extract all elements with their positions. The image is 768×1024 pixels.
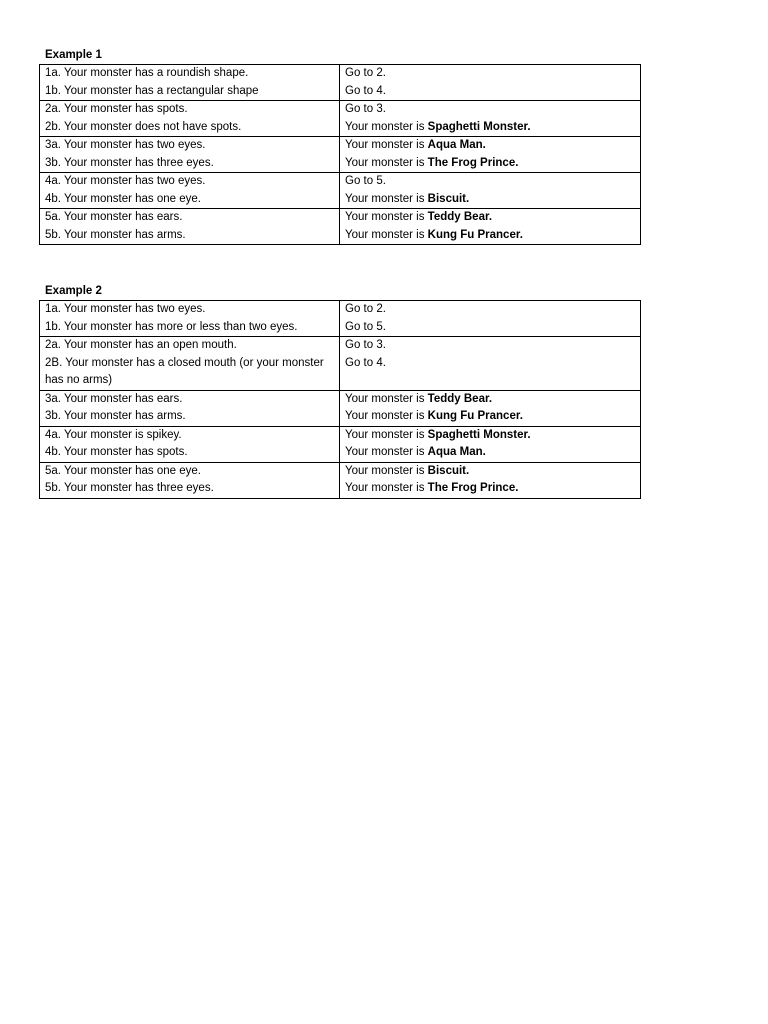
result-a-text — [345, 137, 635, 155]
result-prefix: Go to 4. — [345, 356, 386, 369]
example-2-title: Example 2 — [45, 285, 102, 297]
result-cell — [340, 209, 641, 245]
result-cell — [340, 462, 641, 498]
table-row — [40, 209, 641, 245]
result-prefix: Your monster is — [345, 392, 428, 405]
result-a-text — [345, 209, 635, 227]
result-a-text — [345, 101, 635, 119]
option-b-text: 5b. Your monster has three eyes. — [45, 482, 214, 494]
table-row — [40, 65, 641, 101]
result-prefix: Go to 5. — [345, 320, 386, 333]
result-prefix: Your monster is — [345, 192, 428, 205]
result-prefix: Your monster is — [345, 211, 428, 223]
result-a-text — [345, 337, 635, 355]
table-row — [40, 101, 641, 137]
result-prefix: Your monster is — [345, 410, 428, 422]
result-prefix: Go to 2. — [345, 303, 386, 315]
result-a-text — [345, 427, 635, 445]
question-cell — [40, 137, 340, 173]
table-row — [40, 390, 641, 426]
monster-name: Teddy Bear. — [427, 392, 493, 405]
table-row — [40, 137, 641, 173]
result-cell — [340, 173, 641, 209]
option-b-text: 4b. Your monster has one eye. — [45, 192, 201, 205]
table-row — [40, 462, 641, 498]
result-cell — [340, 301, 641, 337]
result-prefix: Your monster is — [345, 228, 428, 241]
example-2-section — [39, 282, 640, 499]
result-cell — [340, 390, 641, 426]
result-prefix: Your monster is — [345, 139, 428, 151]
result-a-text — [345, 173, 635, 191]
result-a-text — [345, 391, 635, 409]
monster-name: The Frog Prince. — [427, 482, 519, 494]
question-cell — [40, 390, 340, 426]
table-row — [40, 301, 641, 337]
option-b-text: 3b. Your monster has arms. — [45, 410, 186, 422]
result-cell — [340, 137, 641, 173]
result-cell — [340, 426, 641, 462]
option-a-text: 2a. Your monster has spots. — [45, 103, 188, 115]
option-b-text: 4b. Your monster has spots. — [45, 446, 188, 458]
option-a-text: 5a. Your monster has one eye. — [45, 464, 201, 477]
result-b-text — [345, 408, 635, 426]
question-cell — [40, 209, 340, 245]
question-cell — [40, 101, 340, 137]
monster-name: Kung Fu Prancer. — [427, 410, 523, 422]
question-cell — [40, 65, 340, 101]
result-prefix: Go to 5. — [345, 175, 386, 187]
result-prefix: Go to 2. — [345, 67, 386, 79]
result-a-text — [345, 65, 635, 83]
result-prefix: Go to 3. — [345, 103, 386, 115]
result-a-text — [345, 301, 635, 319]
option-a-text: 2a. Your monster has an open mouth. — [45, 339, 237, 351]
table-row — [40, 173, 641, 209]
result-cell — [340, 337, 641, 391]
result-prefix: Go to 4. — [345, 84, 386, 97]
monster-name: Biscuit. — [427, 464, 470, 477]
result-cell — [340, 65, 641, 101]
monster-name: Aqua Man. — [427, 446, 486, 458]
monster-name: The Frog Prince. — [427, 156, 519, 169]
result-b-text — [345, 480, 635, 498]
example-2-key-table — [39, 300, 641, 499]
question-cell — [40, 337, 340, 391]
result-b-text — [345, 355, 635, 373]
option-a-text: 1a. Your monster has two eyes. — [45, 303, 206, 315]
result-prefix: Go to 3. — [345, 339, 386, 351]
table-row — [40, 426, 641, 462]
monster-name: Teddy Bear. — [427, 211, 493, 223]
result-prefix: Your monster is — [345, 428, 428, 441]
option-b-text: 2B. Your monster has a closed mouth (or your monster has no arms) — [45, 356, 324, 386]
result-prefix: Your monster is — [345, 156, 428, 169]
example-1-title: Example 1 — [45, 49, 102, 61]
result-prefix: Your monster is — [345, 464, 428, 477]
result-prefix: Your monster is — [345, 446, 428, 458]
monster-name: Biscuit. — [427, 192, 470, 205]
option-a-text: 4a. Your monster has two eyes. — [45, 175, 206, 187]
monster-name: Spaghetti Monster. — [427, 120, 531, 133]
option-a-text: 5a. Your monster has ears. — [45, 211, 183, 223]
result-b-text — [345, 444, 635, 462]
option-b-text: 3b. Your monster has three eyes. — [45, 156, 214, 169]
result-b-text — [345, 191, 635, 209]
result-b-text — [345, 155, 635, 173]
option-a-text: 4a. Your monster is spikey. — [45, 428, 182, 441]
result-prefix: Your monster is — [345, 482, 428, 494]
question-cell — [40, 173, 340, 209]
table-row — [40, 337, 641, 391]
option-b-text: 5b. Your monster has arms. — [45, 228, 186, 241]
monster-name: Spaghetti Monster. — [427, 428, 531, 441]
example-1-key-table — [39, 64, 641, 245]
option-b-text: 2b. Your monster does not have spots. — [45, 120, 242, 133]
result-b-text — [345, 227, 635, 245]
option-a-text: 3a. Your monster has ears. — [45, 392, 183, 405]
result-prefix: Your monster is — [345, 120, 428, 133]
option-a-text: 3a. Your monster has two eyes. — [45, 139, 206, 151]
question-cell — [40, 426, 340, 462]
question-cell — [40, 462, 340, 498]
option-a-text: 1a. Your monster has a roundish shape. — [45, 67, 249, 79]
monster-name: Kung Fu Prancer. — [427, 228, 523, 241]
result-cell — [340, 101, 641, 137]
option-b-text: 1b. Your monster has a rectangular shape — [45, 84, 259, 97]
question-cell — [40, 301, 340, 337]
monster-name: Aqua Man. — [427, 139, 486, 151]
result-b-text — [345, 119, 635, 137]
option-b-text: 1b. Your monster has more or less than two eyes. — [45, 320, 298, 333]
result-b-text — [345, 83, 635, 101]
result-b-text — [345, 319, 635, 337]
example-1-section — [39, 46, 640, 245]
result-a-text — [345, 463, 635, 481]
